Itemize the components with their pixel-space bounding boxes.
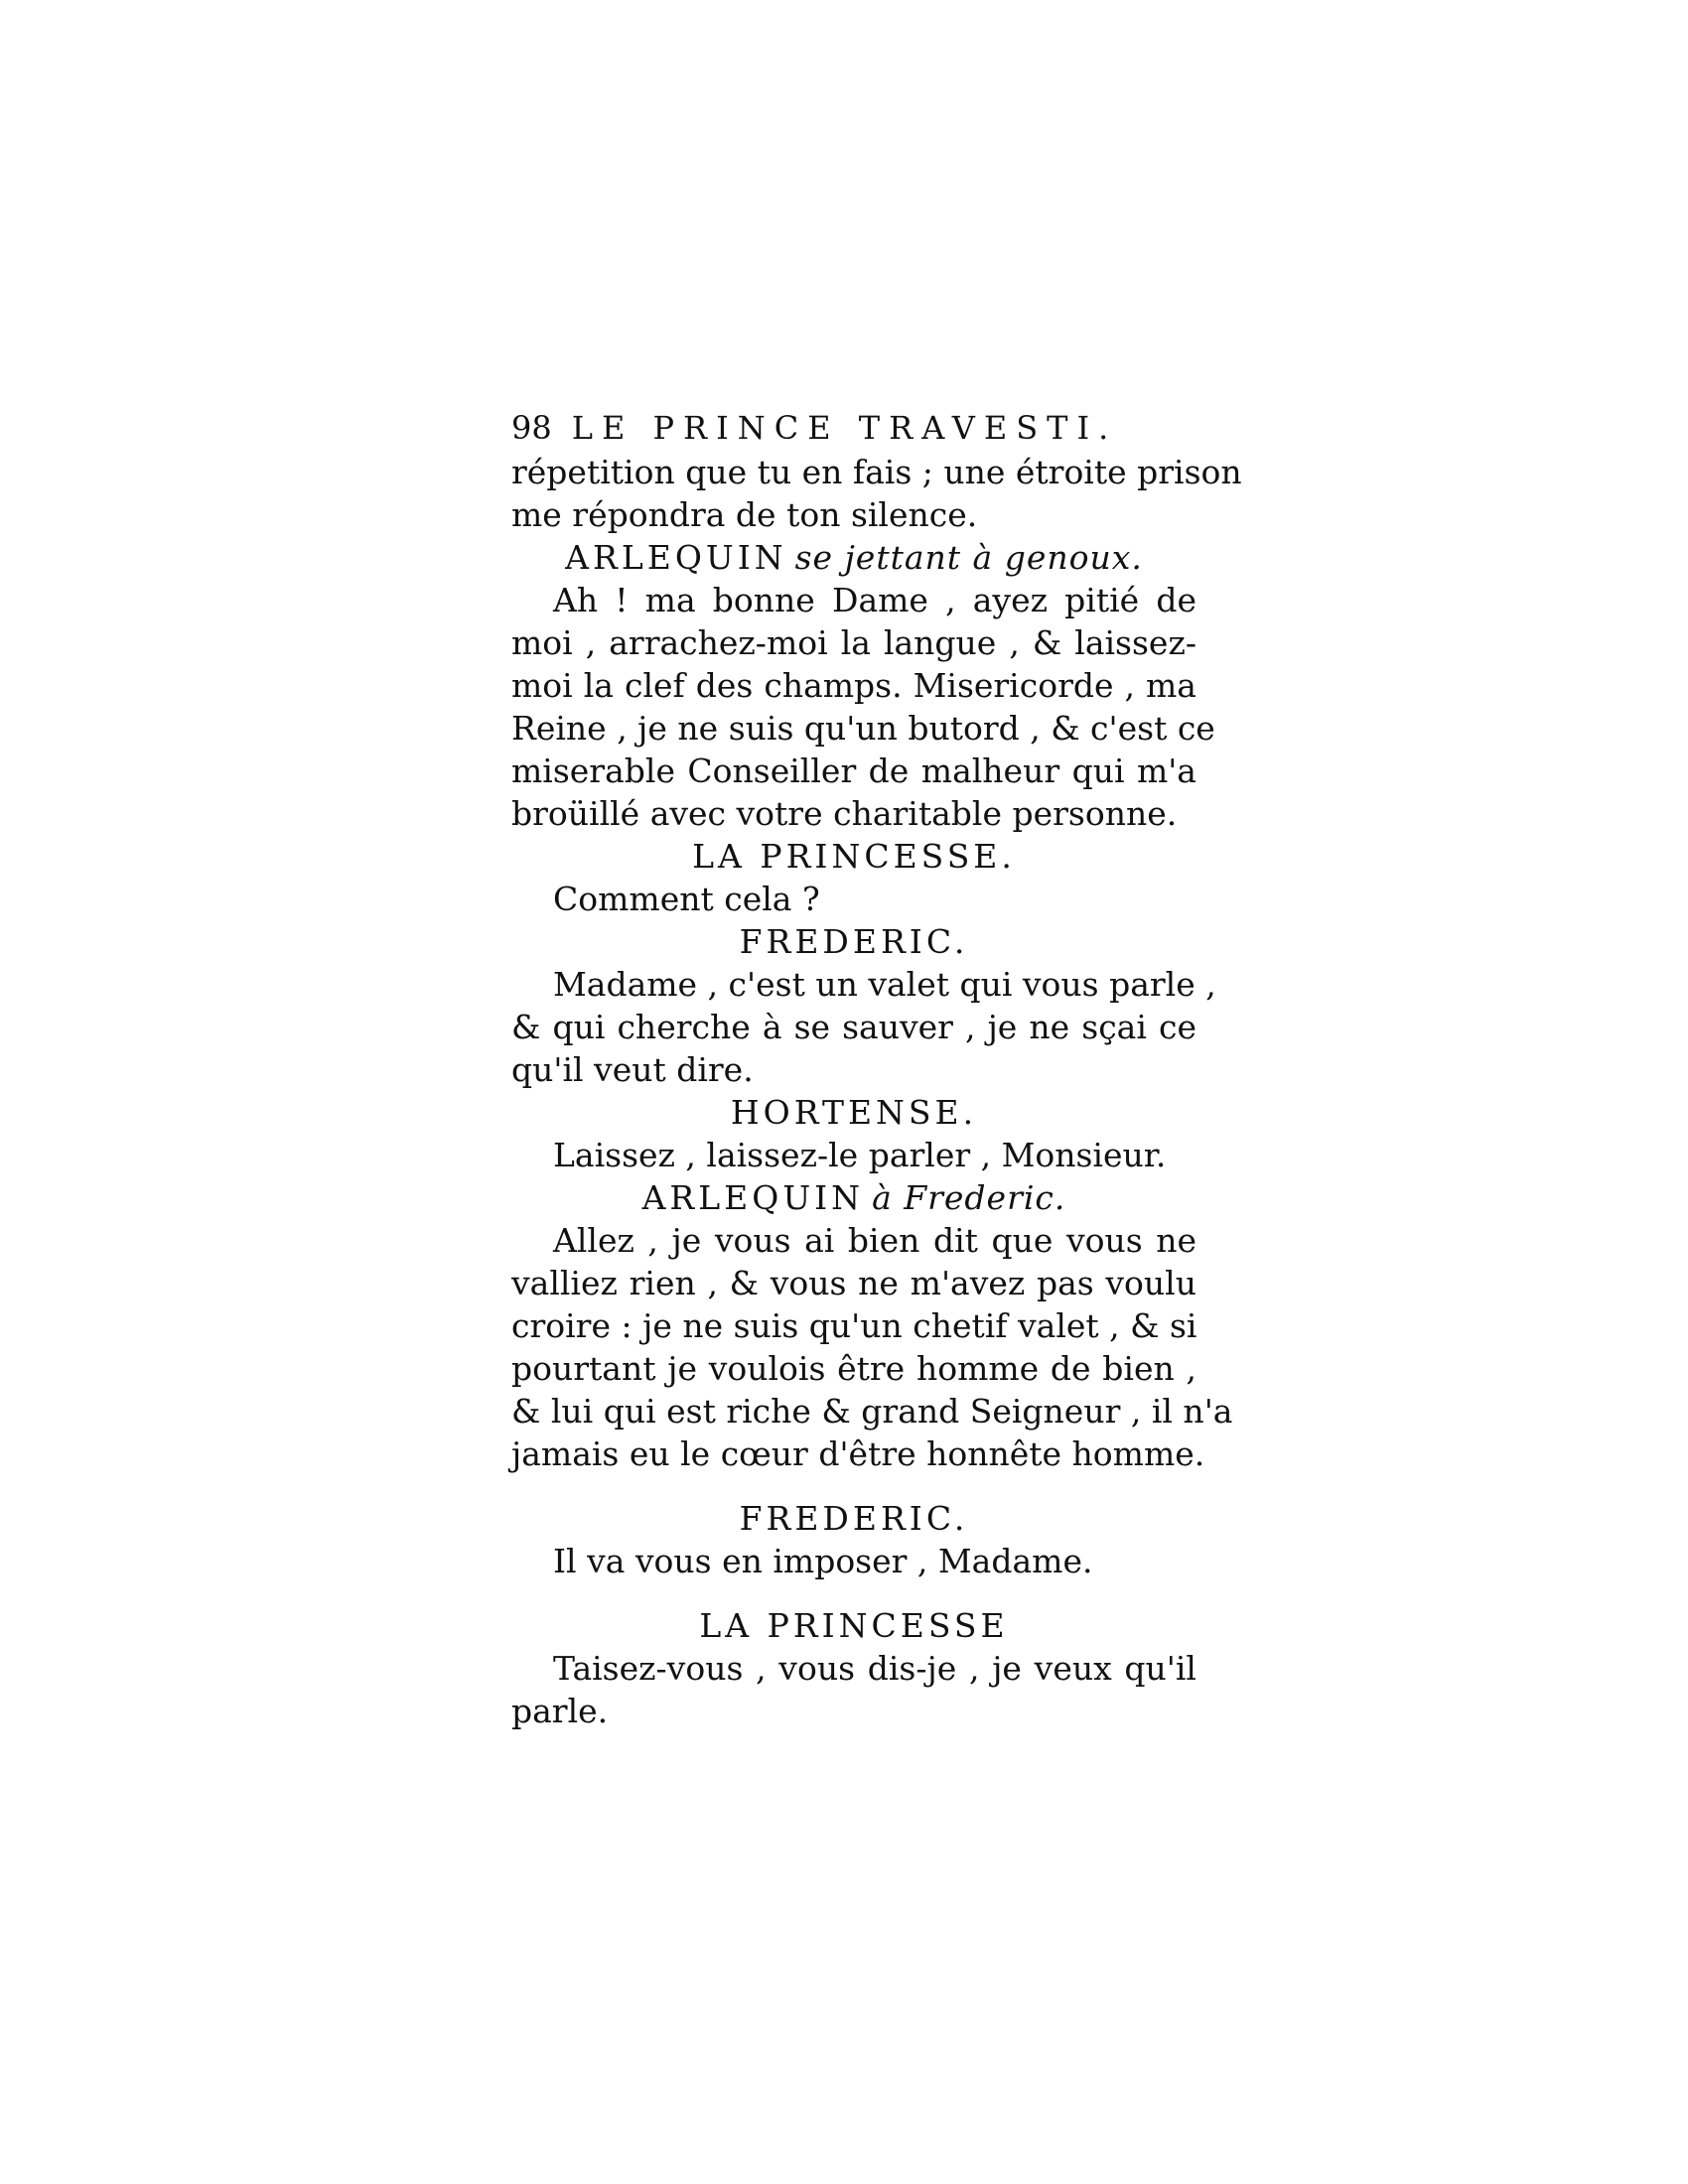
text-line: me répondra de ton silence. [511,495,978,534]
text-line: qu'il veut dire. [511,1050,754,1089]
speaker-name: ARLEQUIN [641,1178,865,1217]
text-line: & lui qui est riche & grand Seigneur , il n'a [511,1392,1233,1431]
text-line: jamais eu le cœur d'être honnête homme. [511,1434,1205,1473]
running-title: LE PRINCE TRAVESTI. [571,409,1118,447]
text-line: parle. [511,1692,609,1730]
text-line: Il va vous en imposer , Madame. [553,1542,1093,1580]
page-number: 98 [511,409,552,447]
speaker-heading [511,1176,1196,1219]
speaker-name: ARLEQUIN [565,538,787,577]
speaker-heading [511,1604,1196,1647]
text-line: répetition que tu en fais ; une étroite prison [511,453,1242,491]
text-line: Ah ! ma bonne Dame , ayez pitié de [553,581,1196,619]
speaker-heading [511,1091,1196,1134]
book-page [511,407,1242,1732]
text-line: & qui cherche à se sauver , je ne sçai ce [511,1008,1196,1046]
speaker-name: HORTENSE. [730,1093,978,1132]
stage-direction: se jettant à genoux. [794,538,1143,577]
speaker-heading [511,920,1196,963]
text-line: valliez rien , & vous ne m'avez pas voulu [511,1264,1196,1302]
text-line: Madame , c'est un valet qui vous parle , [553,965,1216,1004]
text-line: Reine , je ne suis qu'un butord , & c'est ce [511,709,1215,748]
text-line: Laissez , laissez-le parler , Monsieur. [553,1136,1167,1174]
speaker-name: LA PRINCESSE [699,1606,1009,1645]
running-head [511,407,1196,451]
speaker-heading [511,536,1196,579]
text-line: miserable Conseiller de malheur qui m'a [511,751,1196,790]
text-line: moi , arrachez-moi la langue , & laissez- [511,623,1196,662]
text-line: Allez , je vous ai bien dit que vous ne [553,1221,1196,1260]
text-line: Taisez-vous , vous dis-je , je veux qu'il [553,1649,1196,1688]
speaker-name: FREDERIC. [739,922,969,961]
text-line: pourtant je voulois être homme de bien , [511,1349,1196,1388]
stage-direction: à Frederic. [872,1178,1066,1217]
text-line: moi la clef des champs. Misericorde , ma [511,666,1196,705]
text-line: Comment cela ? [553,880,820,918]
speaker-name: FREDERIC. [739,1499,969,1538]
text-line: broüillé avec votre charitable personne. [511,794,1178,833]
text-line: croire : je ne suis qu'un chetif valet , & si [511,1306,1197,1345]
speaker-name: LA PRINCESSE. [692,837,1016,876]
speaker-heading [511,1497,1196,1540]
speaker-heading [511,835,1196,878]
